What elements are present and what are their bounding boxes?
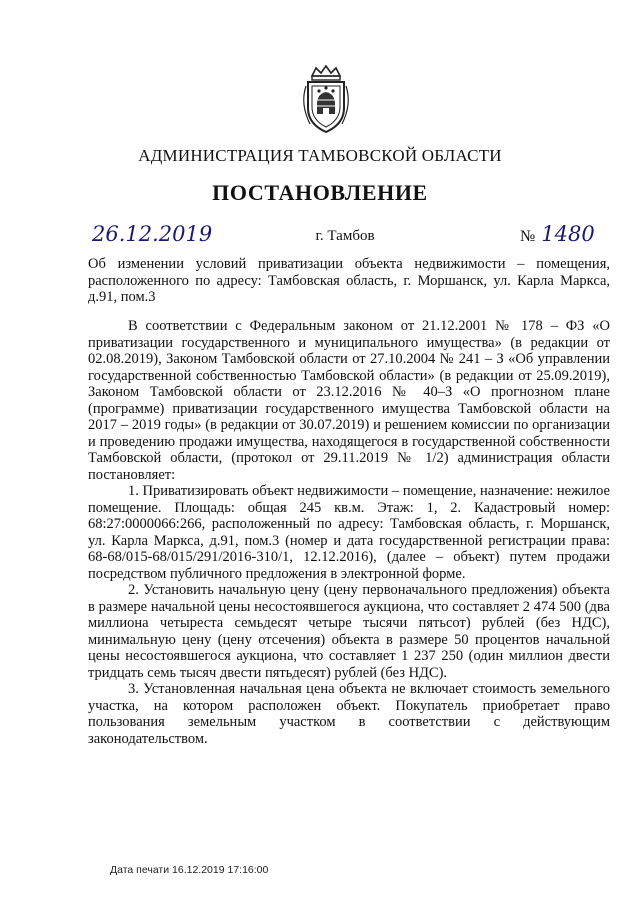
document-date: 26.12.2019 [92, 222, 213, 246]
item-3-paragraph: 3. Установленная начальная цена объекта не включает стоимость земельного участка, на котором расположен объект. Покупатель приобретает право пользования земельным участком в соответствии с действующим законодательством. [88, 681, 610, 747]
document-subject: Об изменении условий приватизации объекта недвижимости – помещения, расположенного по адресу: Тамбовская область, г. Моршанск, ул. Карла Маркса, д.91, пом.3 [88, 256, 610, 305]
number-value: 1480 [541, 222, 595, 246]
document-body [88, 318, 610, 747]
item-1-paragraph: 1. Приватизировать объект недвижимости – помещение, назначение: нежилое помещение. Площадь: общая 245 кв.м. Этаж: 1, 2. Кадастровый номер: 68:27:0000066:266, расположенный по адресу: Тамбовская область, г. Моршанск, ул. Карла Маркса, д.91, пом.3 (номер и дата государственной регистрации права: 68-68/015-68/015/291/2016-310/1, 12.12.2016), (далее – объект) путем продажи посредством публичного предложения в электронной форме. [88, 483, 610, 582]
organization-name: АДМИНИСТРАЦИЯ ТАМБОВСКОЙ ОБЛАСТИ [138, 146, 502, 165]
number-label: № [520, 228, 536, 245]
coat-of-arms-icon [296, 64, 356, 136]
preamble-paragraph: В соответствии с Федеральным законом от 21.12.2001 № 178 – ФЗ «О приватизации государственного и муниципального имущества» (в редакции от 02.08.2019), Законом Тамбовской области от 27.10.2004 № 241 – З «Об управлении государственной собственностью Тамбовской области» (в редакции от 25.09.2019), Законом Тамбовской области от 23.12.2016 № 40–З «О прогнозном плане (программе) приватизации государственного имущества Тамбовской области на 2017 – 2019 годы» (в редакции от 30.07.2019) и решением комиссии по организации и проведению продажи имущества, находящегося в государственной собственности Тамбовской области, (протокол от 29.11.2019 № 1/2) администрация области постановляет: [88, 318, 610, 483]
print-date-footer: Дата печати 16.12.2019 17:16:00 [110, 864, 269, 876]
item-2-paragraph: 2. Установить начальную цену (цену первоначального предложения) объекта в размере начальной цены несостоявшегося аукциона, что составляет 2 474 500 (два миллиона четыреста семьдесят четыре тысячи пятьсот) рублей (без НДС), минимальную цену (цену отсечения) объекта в размере 50 процентов начальной цены несостоявшегося аукциона, что составляет 1 237 250 (один миллион двести тридцать семь тысяч двести пятьдесят) рублей (без НДС). [88, 582, 610, 681]
document-city: г. Тамбов [315, 228, 375, 244]
document-number [520, 222, 595, 246]
document-type-title: ПОСТАНОВЛЕНИЕ [212, 180, 428, 205]
